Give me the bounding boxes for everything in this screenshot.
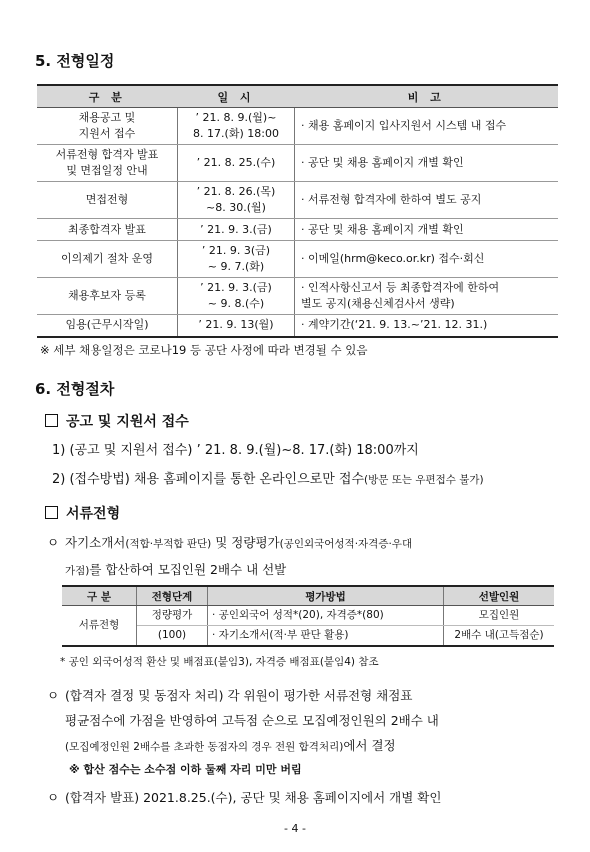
schedule-remark-cell-line: · 공단 및 채용 홈페이지 개별 확인 xyxy=(301,222,464,236)
rounding-note: ※ 합산 점수는 소수점 이하 둘째 자리 미만 버림 xyxy=(69,763,302,776)
evaluation-header-row xyxy=(62,586,554,606)
schedule-remark-cell-line: · 채용 홈페이지 입사지원서 시스템 내 접수 xyxy=(301,119,507,132)
schedule-category-cell xyxy=(37,182,178,219)
schedule-remark-cell xyxy=(295,278,559,315)
subsection-application xyxy=(45,411,189,431)
schedule-row xyxy=(37,219,558,241)
para1-text-c: 를 합산하여 모집인원 2배수 내 선발 xyxy=(89,562,287,577)
para2-line3: 에서 결정 xyxy=(343,738,396,753)
schedule-date-cell-line: ~ 9. 8.(수) xyxy=(207,297,265,310)
schedule-remark-cell xyxy=(295,219,559,241)
page-number: - 4 - xyxy=(284,822,306,835)
bullet-circle-icon: ㅇ xyxy=(47,790,60,805)
eval-header-stage: 전형단계 xyxy=(137,586,208,606)
para3-text: (합격자 발표) 2021.8.25.(수), 공단 및 채용 홈페이지에서 개별 확인 xyxy=(65,790,442,805)
schedule-category-cell-line: 최종합격자 발표 xyxy=(68,222,146,236)
schedule-date-cell-line: ’ 21. 9. 13(월) xyxy=(198,318,274,332)
schedule-remark-cell-line: · 이메일(hrm@keco.or.kr) 접수·회신 xyxy=(301,252,485,265)
eval-selection-line2: 2배수 내(고득점순) xyxy=(444,626,555,647)
schedule-category-cell xyxy=(37,278,178,315)
para2-line1: (합격자 결정 및 동점자 처리) 각 위원이 평가한 서류전형 채점표 xyxy=(65,688,413,703)
schedule-category-cell-line: 및 면접일정 안내 xyxy=(66,164,148,177)
eval-method-line2: · 자기소개서(적·부 판단 활용) xyxy=(208,626,444,647)
schedule-category-cell xyxy=(37,108,178,145)
para1-small-a: (적합·부적합 판단) xyxy=(125,538,212,550)
schedule-row xyxy=(37,145,558,182)
eval-header-category: 구 분 xyxy=(62,586,137,606)
schedule-date-cell-line: ’ 21. 8. 9.(월)~ xyxy=(195,111,277,124)
bullet-circle-icon: ㅇ xyxy=(47,535,60,550)
schedule-row xyxy=(37,182,558,219)
schedule-date-cell-line: ’ 21. 9. 3(금) xyxy=(201,244,271,257)
schedule-remark-cell-line: · 서류전형 합격자에 한하여 별도 공지 xyxy=(301,193,482,206)
eval-category-cell: 서류전형 xyxy=(62,606,137,647)
pass-decision-paragraph xyxy=(47,683,562,780)
schedule-category-cell xyxy=(37,145,178,182)
schedule-footnote: ※ 세부 채용일정은 코로나19 등 공단 사정에 따라 변경될 수 있음 xyxy=(40,343,368,357)
subsection-application-title: 공고 및 지원서 접수 xyxy=(66,414,189,430)
schedule-row xyxy=(37,315,558,337)
eval-method-line1: · 공인외국어 성적*(20), 자격증*(80) xyxy=(208,606,444,626)
checkbox-square-icon xyxy=(45,414,58,427)
schedule-category-cell xyxy=(37,241,178,278)
schedule-date-cell xyxy=(178,108,295,145)
schedule-header-date: 일 시 xyxy=(178,85,295,108)
eval-header-selection: 선발인원 xyxy=(444,586,555,606)
screening-selection-paragraph xyxy=(47,530,557,584)
schedule-date-cell-line: ~8. 30.(월) xyxy=(206,201,266,214)
schedule-remark-cell-line: · 공단 및 채용 홈페이지 개별 확인 xyxy=(301,156,464,169)
schedule-date-cell xyxy=(178,219,295,241)
schedule-row xyxy=(37,108,558,145)
schedule-header-row xyxy=(37,85,558,108)
schedule-category-cell xyxy=(37,315,178,337)
application-method-text: 2) (접수방법) 채용 홈페이지를 통한 온라인으로만 접수 xyxy=(52,472,364,487)
schedule-remark-cell xyxy=(295,145,559,182)
schedule-date-cell-line: ’ 21. 8. 25.(수) xyxy=(196,156,276,169)
schedule-remark-cell xyxy=(295,182,559,219)
schedule-date-cell xyxy=(178,182,295,219)
para2-line2: 평균점수에 가점을 반영하여 고득점 순으로 모집예정인원의 2배수 내 xyxy=(65,713,439,728)
subsection-document-screening xyxy=(45,503,120,523)
schedule-remark-cell-line: · 인적사항신고서 등 최종합격자에 한하여 xyxy=(301,281,500,294)
schedule-category-cell-line: 지원서 접수 xyxy=(78,127,136,140)
eval-stage-line2: (100) xyxy=(137,626,208,647)
schedule-category-cell xyxy=(37,219,178,241)
schedule-date-cell xyxy=(178,278,295,315)
schedule-header-category: 구 분 xyxy=(37,85,178,108)
schedule-remark-cell xyxy=(295,241,559,278)
schedule-remark-cell-line: 별도 공지(채용신체검사서 생략) xyxy=(301,297,455,310)
subsection-document-screening-title: 서류전형 xyxy=(66,506,121,522)
para2-line3-small: (모집예정인원 2배수를 초과한 동점자의 경우 전원 합격처리) xyxy=(65,741,344,753)
para1-small-c: 가점) xyxy=(65,565,90,577)
schedule-row xyxy=(37,278,558,315)
schedule-date-cell-line: ’ 21. 9. 3.(금) xyxy=(200,281,272,294)
para1-text-a: 자기소개서 xyxy=(65,535,126,550)
bullet-circle-icon: ㅇ xyxy=(47,688,60,703)
schedule-date-cell xyxy=(178,241,295,278)
schedule-category-cell-line: 임용(근무시작일) xyxy=(65,318,149,332)
evaluation-row xyxy=(62,626,554,647)
evaluation-table xyxy=(62,585,554,647)
schedule-category-cell-line: 서류전형 합격자 발표 xyxy=(55,148,159,161)
schedule-date-cell-line: ~ 9. 7.(화) xyxy=(207,260,265,273)
schedule-date-cell xyxy=(178,315,295,337)
checkbox-square-icon xyxy=(45,506,58,519)
schedule-header-remark: 비 고 xyxy=(295,85,559,108)
para1-text-b: 및 정량평가 xyxy=(211,535,280,550)
schedule-date-cell-line: 8. 17.(화) 18:00 xyxy=(193,127,279,140)
application-period-line: 1) (공고 및 지원서 접수) ’ 21. 8. 9.(월)~8. 17.(화) 18:00까지 xyxy=(52,443,419,458)
schedule-date-cell xyxy=(178,145,295,182)
schedule-category-cell-line: 채용공고 및 xyxy=(78,111,136,124)
section-5-title: 5. 전형일정 xyxy=(35,52,115,70)
schedule-row xyxy=(37,241,558,278)
eval-stage-line1: 정량평가 xyxy=(137,606,208,626)
schedule-table xyxy=(37,84,558,338)
eval-header-method: 평가방법 xyxy=(208,586,444,606)
evaluation-table-note: * 공인 외국어성적 환산 및 배점표(붙임3), 자격증 배점표(붙임4) 참조 xyxy=(60,656,379,668)
application-method-note: (방문 또는 우편접수 불가) xyxy=(364,474,484,486)
evaluation-row xyxy=(62,606,554,626)
section-6-title: 6. 전형절차 xyxy=(35,380,115,398)
result-announcement-paragraph xyxy=(47,788,441,806)
para1-small-b: (공인외국어성적·자격증·우대 xyxy=(279,538,413,550)
eval-selection-line1: 모집인원 xyxy=(444,606,555,626)
schedule-remark-cell-line: · 계약기간(‘21. 9. 13.~’21. 12. 31.) xyxy=(301,318,488,332)
schedule-category-cell-line: 면접전형 xyxy=(85,193,129,206)
schedule-category-cell-line: 채용후보자 등록 xyxy=(68,289,146,302)
schedule-date-cell-line: ’ 21. 9. 3.(금) xyxy=(200,222,272,236)
schedule-remark-cell xyxy=(295,108,559,145)
application-method-line xyxy=(52,468,484,487)
schedule-category-cell-line: 이의제기 절차 운영 xyxy=(60,252,153,265)
schedule-date-cell-line: ’ 21. 8. 26.(목) xyxy=(196,185,276,198)
schedule-remark-cell xyxy=(295,315,559,337)
